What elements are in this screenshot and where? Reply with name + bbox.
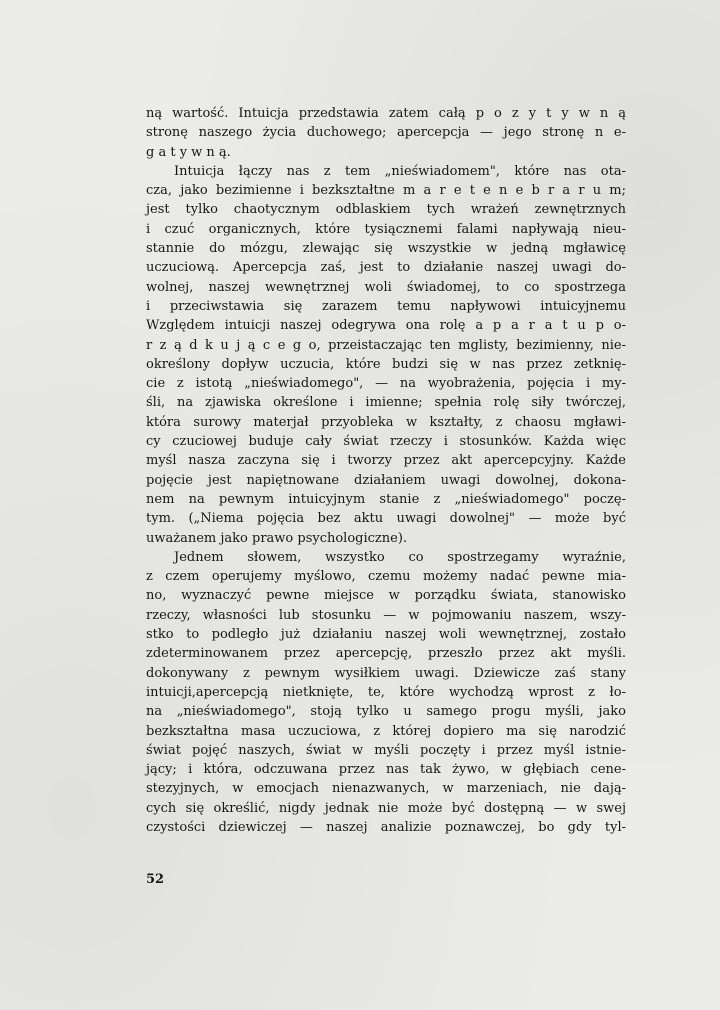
text-line: jest tylko chaotycznym odblaskiem tych wrażeń zewnętrznych bbox=[146, 202, 626, 218]
text-line: stannie do mózgu, zlewając się wszystkie w jedną mgławicę bbox=[146, 241, 626, 257]
text-line: nem na pewnym intuicyjnym stanie z „nieświadomego" poczę- bbox=[146, 491, 626, 507]
text-line: czystości dziewiczej — naszej analizie poznawczej, bo gdy tyl- bbox=[146, 819, 626, 835]
text-line: na „nieświadomego", stoją tylko u samego progu myśli, jako bbox=[146, 704, 626, 720]
text-line: określony dopływ uczucia, które budzi się w nas przez zetknię- bbox=[146, 356, 626, 372]
text-line: stezyjnych, w emocjach nienazwanych, w marzeniach, nie dają- bbox=[146, 781, 626, 797]
body-text bbox=[146, 104, 626, 837]
text-line: myśl nasza zaczyna się i tworzy przez akt apercepcyjny. Każde bbox=[146, 453, 626, 469]
text-line: cie z istotą „nieświadomego", — na wyobrażenia, pojęcia i my- bbox=[146, 376, 626, 392]
text-line: która surowy materjał przyobleka w kształty, z chaosu mgławi- bbox=[146, 414, 626, 430]
text-line: wolnej, naszej wewnętrznej woli świadomej, to co spostrzega bbox=[146, 279, 626, 295]
text-line: tym. („Niema pojęcia bez aktu uwagi dowolnej" — może być bbox=[146, 511, 626, 527]
text-line: świat pojęć naszych, świat w myśli poczęty i przez myśl istnie- bbox=[146, 742, 626, 758]
text-line: jący; i która, odczuwana przez nas tak żywo, w głębiach cene- bbox=[146, 762, 626, 778]
text-line: bezkształtna masa uczuciowa, z której dopiero ma się narodzić bbox=[146, 723, 626, 739]
text-line: śli, na zjawiska określone i imienne; spełnia rolę siły twórczej, bbox=[146, 395, 626, 411]
text-line: ną wartość. Intuicja przedstawia zatem całą p o z y t y w n ą bbox=[146, 106, 626, 121]
text-line: i czuć organicznych, które tysiącznemi falami napływają nieu- bbox=[146, 221, 626, 237]
text-line: cy czuciowej buduje cały świat rzeczy i stosunków. Każda więc bbox=[146, 434, 626, 450]
text-line: intuicji,apercepcją nietknięte, te, które wychodzą wprost z ło- bbox=[146, 684, 626, 700]
text-line: Względem intuicji naszej odegrywa ona rolę a p a r a t u p o- bbox=[146, 318, 626, 334]
text-line: Jednem słowem, wszystko co spostrzegamy wyraźnie, bbox=[174, 549, 626, 565]
text-line: Intuicja łączy nas z tem „nieświadomem", które nas ota- bbox=[174, 163, 626, 179]
text-line: stronę naszego życia duchowego; apercepcja — jego stronę n e- bbox=[146, 125, 626, 141]
text-line: g a t y w n ą. bbox=[146, 144, 231, 160]
text-line: r z ą d k u j ą c e g o, przeistaczając ten mglisty, bezimienny, nie- bbox=[146, 337, 626, 353]
text-line: cych się określić, nigdy jednak nie może być dostępną — w swej bbox=[146, 800, 626, 816]
page-number: 52 bbox=[146, 872, 165, 887]
text-line: uważanem jako prawo psychologiczne). bbox=[146, 530, 408, 546]
text-line: no, wyznaczyć pewne miejsce w porządku świata, stanowisko bbox=[146, 588, 626, 604]
text-line: zdeterminowanem przez apercepcję, przeszło przez akt myśli. bbox=[146, 646, 626, 662]
text-line: pojęcie jest napiętnowane działaniem uwagi dowolnej, dokona- bbox=[146, 472, 626, 488]
text-line: rzeczy, własności lub stosunku — w pojmowaniu naszem, wszy- bbox=[146, 607, 626, 623]
text-line: uczuciową. Apercepcja zaś, jest to działanie naszej uwagi do- bbox=[146, 260, 626, 276]
text-line: i przeciwstawia się zarazem temu napływowi intuicyjnemu bbox=[146, 298, 626, 314]
text-line: z czem operujemy myślowo, czemu możemy nadać pewne mia- bbox=[146, 569, 626, 585]
text-line: cza, jako bezimienne i bezkształtne m a r e t e n e b r a r u m; bbox=[146, 183, 626, 199]
text-line: dokonywany z pewnym wysiłkiem uwagi. Dziewicze zaś stany bbox=[146, 665, 626, 681]
text-line: stko to podległo już działaniu naszej woli wewnętrznej, zostało bbox=[146, 627, 626, 643]
